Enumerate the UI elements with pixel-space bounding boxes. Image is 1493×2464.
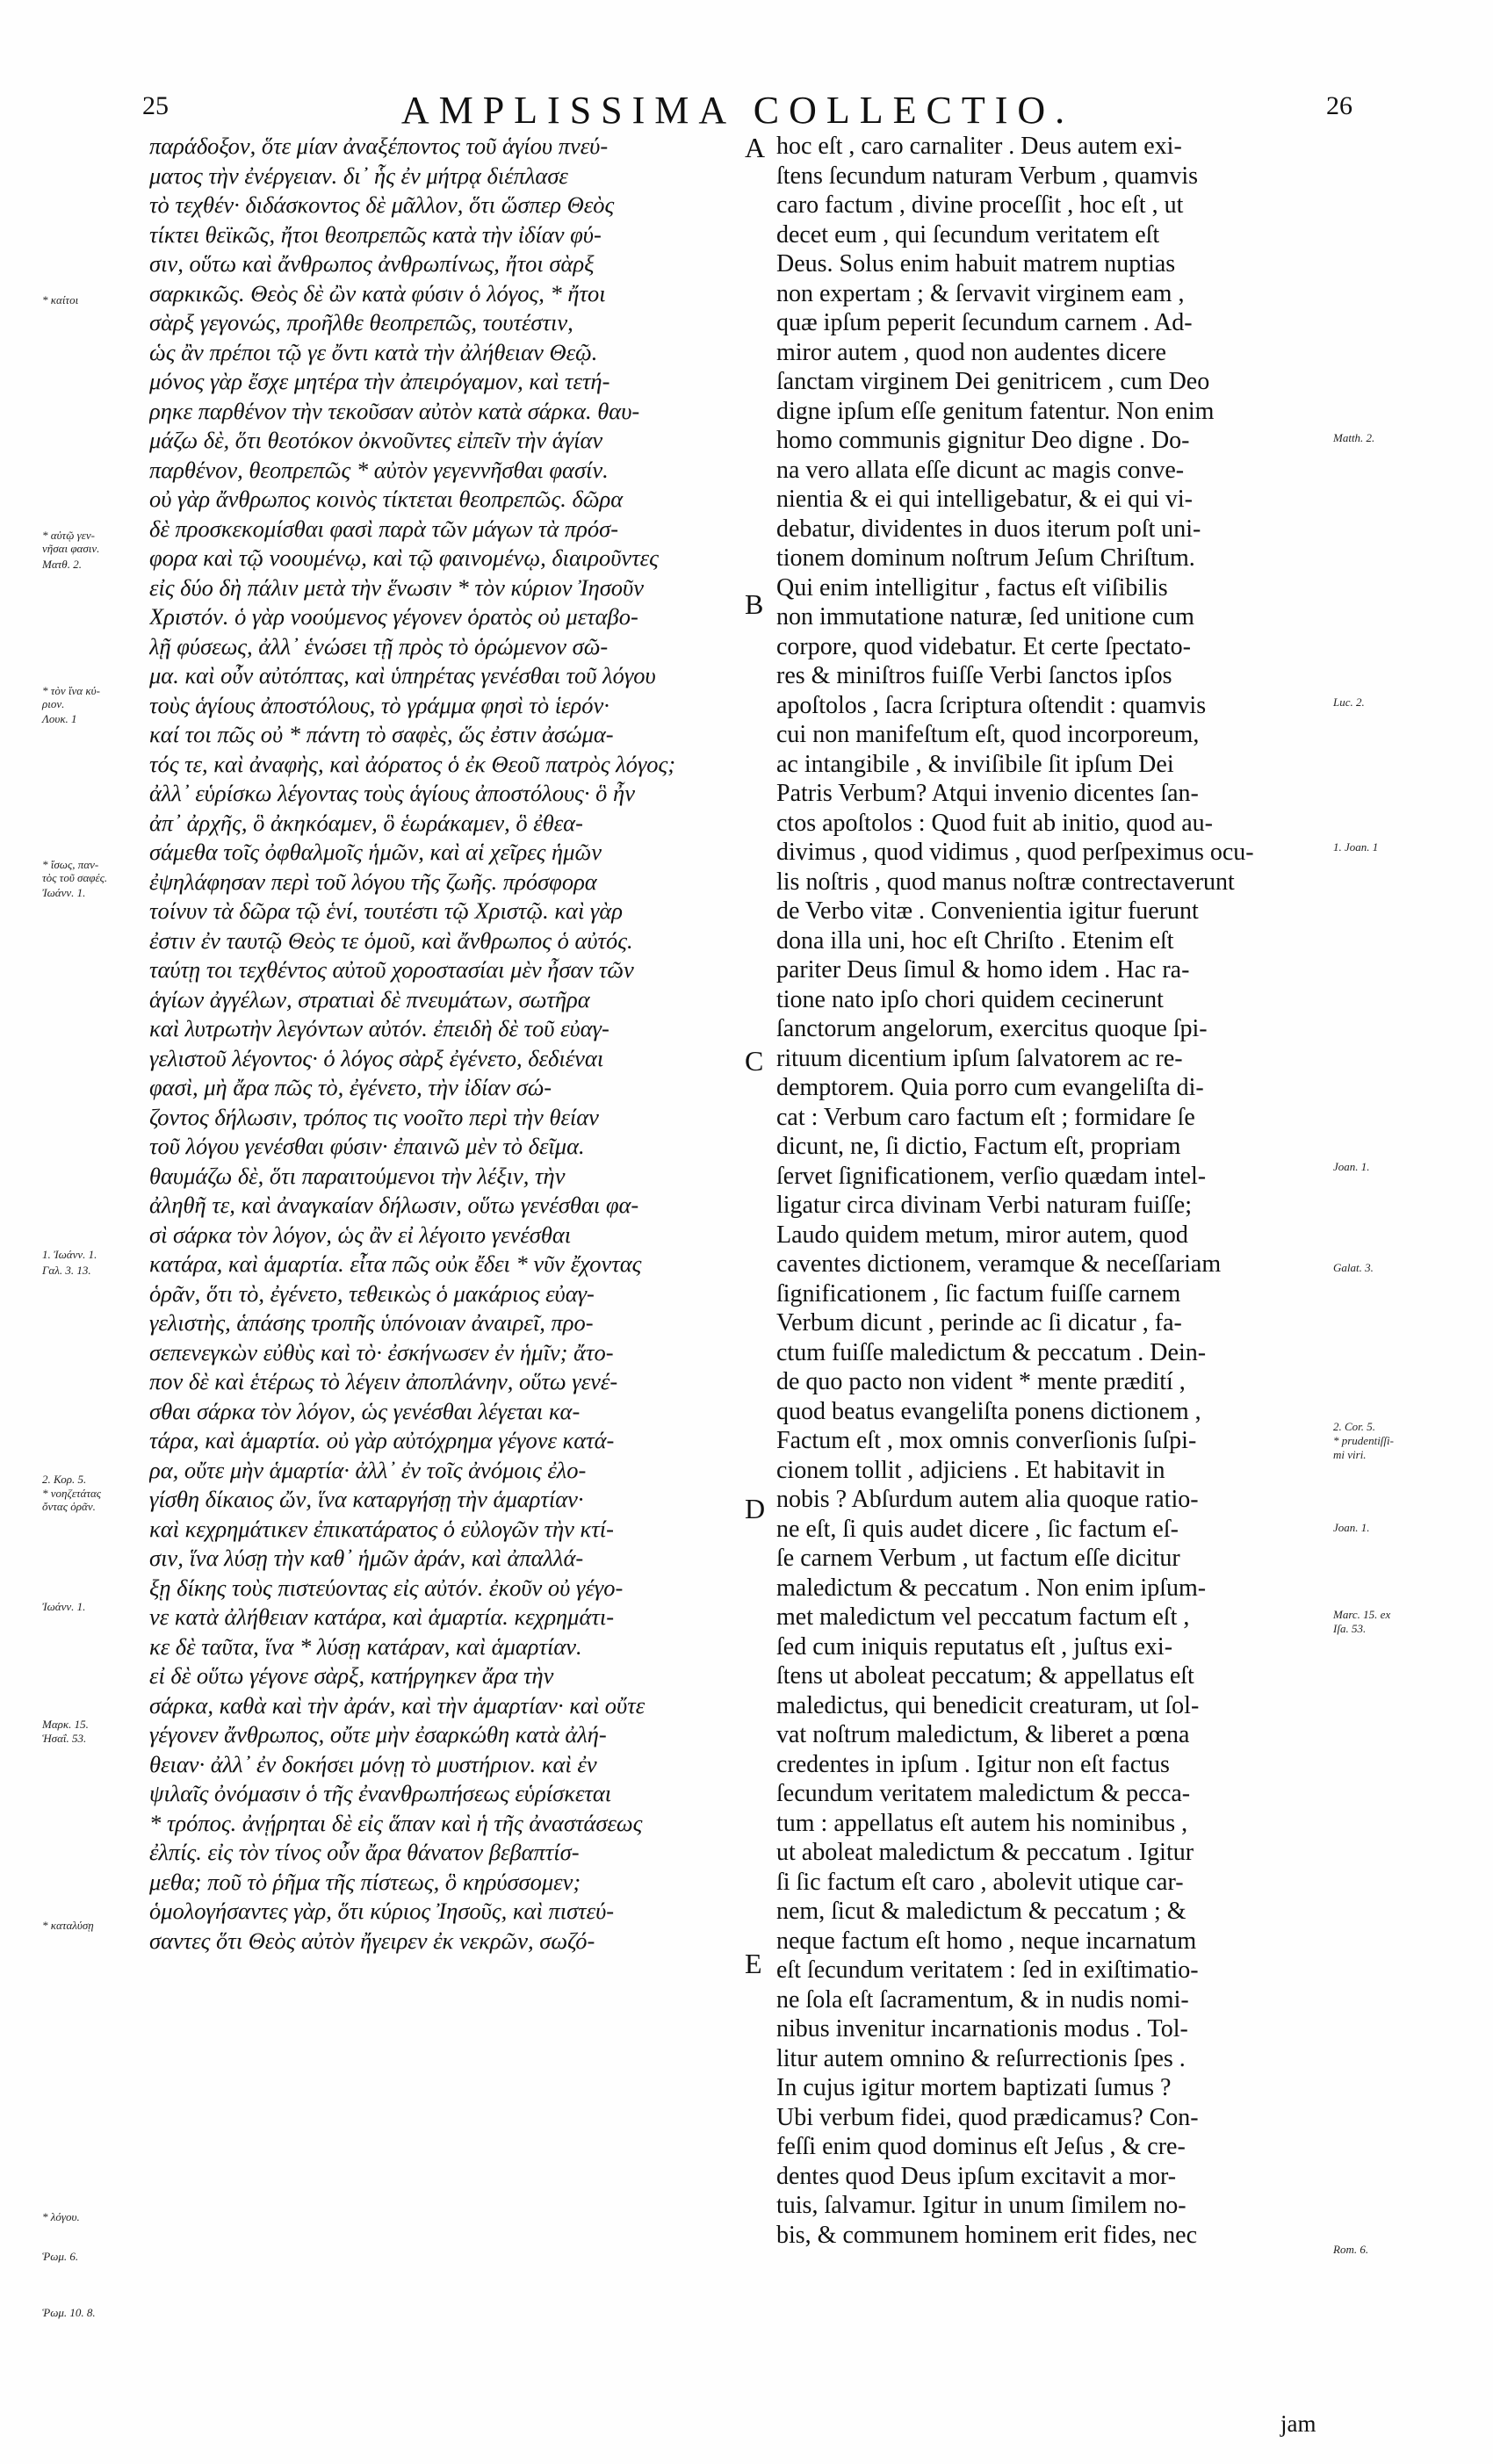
margin-note: Ἰωάνν. 1. — [42, 886, 86, 899]
margin-note: mi viri. — [1333, 1448, 1367, 1461]
latin-text-line: hoc eſt , caro carnaliter . Deus autem exi- — [776, 133, 1182, 160]
greek-text-line: ρα, οὔτε μὴν ἁμαρτία· ἀλλ᾽ ἐν τοῖς ἀνόμοις ἐλο- — [149, 1456, 587, 1483]
latin-text-line: cat : Verbum caro factum eſt ; formidare ſe — [776, 1103, 1195, 1131]
latin-text-line: ſanctorum angelorum, exercitus quoque ſpi- — [776, 1015, 1208, 1042]
greek-text-line: λῇ φύσεως, ἀλλ᾽ ἑνώσει τῇ πρὸς τὸ ὁρώμενον σῶ- — [149, 632, 609, 659]
latin-text-line: debatur, dividentes in duos iterum poſt uni- — [776, 515, 1201, 543]
greek-text-line: γελιστοῦ λέγοντος· ὁ λόγος σὰρξ ἐγένετο, δεδιέναι — [149, 1044, 604, 1071]
latin-text-line: caro factum , divine proceſſit , hoc eſt , ut — [776, 191, 1184, 219]
greek-text-line: γίσθη δίκαιος ὤν, ἵνα καταργήσῃ τὴν ἁμαρτίαν· — [149, 1486, 584, 1512]
latin-text-line: nibus invenitur incarnationis modus . Tol- — [776, 2015, 1188, 2043]
greek-text-line: τοὺς ἁγίους ἀποστόλους, τὸ γράμμα φησὶ τὸ ἱερόν· — [149, 691, 609, 718]
greek-text-line: καὶ λυτρωτὴν λεγόντων αὐτόν. ἐπειδὴ δὲ τοῦ εὐαγ- — [149, 1015, 609, 1041]
latin-text-line: corpore, quod videbatur. Et certe ſpectato- — [776, 632, 1191, 660]
greek-text-line: μεθα; ποῦ τὸ ῥῆμα τῆς πίστεως, ὃ κηρύσσομεν; — [149, 1868, 581, 1895]
latin-text-line: quæ ipſum peperit ſecundum carnem . Ad- — [776, 309, 1193, 336]
latin-text-line: nientia & ei qui intelligebatur, & ei qui vi- — [776, 486, 1193, 513]
latin-text-line: ac intangibile , & inviſibile ſit ipſum Dei — [776, 750, 1174, 778]
margin-note: ὄντας ὁρᾶν. — [42, 1500, 96, 1513]
latin-text-line: ſtens ſecundum naturam Verbum , quamvis — [776, 162, 1199, 190]
margin-note: Ματθ. 2. — [42, 558, 82, 571]
greek-text-line: σιν, οὕτω καὶ ἄνθρωπος ἀνθρωπίνως, ἤτοι σὰρξ — [149, 250, 595, 277]
latin-text-line: decet eum , qui ſecundum veritatem eſt — [776, 220, 1160, 249]
greek-text-line: τίκτει θεϊκῶς, ἤτοι θεοπρεπῶς κατὰ τὴν ἰδίαν φύ- — [149, 220, 602, 248]
greek-text-line: καί τοι πῶς οὐ * πάντη τὸ σαφὲς, ὥς ἐστιν ἀσώμα- — [149, 721, 614, 747]
latin-text-line: miror autem , quod non audentes dicere — [776, 338, 1166, 366]
margin-note: Μαρκ. 15. — [42, 1718, 89, 1731]
greek-text-line: τάρα, καὶ ἁμαρτία. οὐ γὰρ αὐτόχρημα γέγονε κατά- — [149, 1427, 615, 1453]
latin-text-line: cui non manifeſtum eſt, quod incorporeum, — [776, 721, 1200, 748]
page-number-left: 25 — [142, 91, 169, 120]
latin-column — [776, 132, 1335, 2250]
latin-text-line: ſanctam virginem Dei genitricem , cum Deo — [776, 368, 1210, 395]
latin-text-line: ſe carnem Verbum , ut factum eſſe dicitur — [776, 1545, 1180, 1572]
latin-text-line: litur autem omnino & reſurrectionis ſpes . — [776, 2044, 1186, 2072]
latin-text-line: ut aboleat maledictum & peccatum . Igitur — [776, 1839, 1194, 1866]
running-title: AMPLISSIMA COLLECTIO. — [400, 89, 1075, 132]
latin-text-line: de Verbo vitæ . Convenientia igitur fuerunt — [776, 897, 1199, 925]
greek-text-line: ἀληθῆ τε, καὶ ἀναγκαίαν δήλωσιν, οὕτω γενέσθαι φα- — [149, 1192, 639, 1218]
greek-text-line: ἁγίων ἀγγέλων, στρατιαὶ δὲ πνευμάτων, σωτῆρα — [149, 985, 590, 1012]
latin-text-line: pariter Deus ſimul & homo idem . Hac ra- — [776, 956, 1190, 983]
greek-text-line: ταύτῃ τοι τεχθέντος αὐτοῦ χοροστασίαι μὲν ἦσαν τῶν — [149, 956, 634, 983]
latin-text-line: ne ſola eſt ſacramentum, & in nudis nomi- — [776, 1985, 1189, 2014]
latin-text-line: de quo pacto non vident * mente prædití , — [776, 1368, 1186, 1395]
margin-note: * νοηζετάτας — [42, 1487, 102, 1500]
page-header — [0, 91, 1493, 135]
latin-text-line: Laudo quidem metum, miror autem, quod — [776, 1221, 1188, 1249]
margin-note: * καίτοι — [42, 293, 79, 306]
latin-text-line: maledictus, qui benedicit creaturam, ut ſol- — [776, 1691, 1200, 1719]
greek-text-line: ἐστιν ἐν ταυτῷ Θεὸς τε ὁμοῦ, καὶ ἄνθρωπος ὁ αὐτός. — [149, 926, 633, 954]
latin-text-line: ſignificationem , ſic factum fuiſſe carnem — [776, 1279, 1181, 1308]
margin-note: Λουκ. 1 — [42, 712, 77, 725]
greek-text-line: εἰς δύο δὴ πάλιν μετὰ τὴν ἕνωσιν * τὸν κύριον Ἰησοῦν — [149, 573, 644, 601]
latin-text-line: ſecundum veritatem maledictum & pecca- — [776, 1780, 1191, 1807]
latin-text-line: Qui enim intelligitur , factus eſt viſibilis — [776, 573, 1168, 602]
margin-note: 2. Cor. 5. — [1333, 1420, 1376, 1433]
greek-text-line: φορα καὶ τῷ νοουμένῳ, καὶ τῷ φαινομένῳ, διαιροῦντες — [149, 544, 659, 571]
latin-text-line: Verbum dicunt , perinde ac ſi dicatur , fa- — [776, 1309, 1182, 1336]
latin-text-line: ſervet ſignificationem, verſio quædam intel- — [776, 1162, 1207, 1190]
margin-note: * καταλύσῃ — [42, 1919, 94, 1932]
greek-text-line: θειαν· ἀλλ᾽ ἐν δοκήσει μόνῃ τὸ μυστήριον. καὶ ἐν — [149, 1750, 597, 1777]
greek-text-line: ψιλαῖς ὀνόμασιν ὁ τῆς ἐνανθρωπήσεως εὑρίσκεται — [149, 1780, 612, 1806]
greek-text-line: ἐλπίς. εἰς τὸν τίνος οὖν ἄρα θάνατον βεβαπτίσ- — [149, 1839, 580, 1865]
latin-text-line: Deus. Solus enim habuit matrem nuptias — [776, 250, 1176, 277]
margin-note: Ῥωμ. 6. — [42, 2250, 79, 2263]
greek-text-line: θαυμάζω δὲ, ὅτι παραιτούμενοι τὴν λέξιν, τὴν — [149, 1162, 566, 1189]
latin-text-line: tione nato ipſo chori quidem cecinerunt — [776, 985, 1164, 1013]
latin-text-line: Ubi verbum fidei, quod prædicamus? Con- — [776, 2103, 1199, 2131]
latin-text-line: apoſtolos , ſacra ſcriptura oſtendit : quamvis — [776, 691, 1207, 719]
latin-text-line: ctum fuiſſe maledictum & peccatum . Dein- — [776, 1338, 1207, 1366]
greek-text-line: σὰρξ γεγονώς, προῆλθε θεοπρεπῶς, τουτέστιν, — [149, 309, 573, 335]
greek-text-line: σθαι σάρκα τὸν λόγον, ὡς γενέσθαι λέγεται κα- — [149, 1397, 581, 1424]
greek-text-line: σαρκικῶς. Θεὸς δὲ ὢν κατὰ φύσιν ὁ λόγος, * ἤτοι — [149, 279, 606, 306]
greek-text-line: κατάρα, καὶ ἁμαρτία. εἶτα πῶς οὐκ ἔδει * νῦν ἔχοντας — [149, 1250, 642, 1277]
margin-note: Ἡσαΐ. 53. — [42, 1732, 87, 1745]
latin-text-line: lis noſtris , quod manus noſtræ contrectaverunt — [776, 868, 1235, 896]
greek-text-line: ζοντος δήλωσιν, τρόπος τις νοοῖτο περὶ τὴν θείαν — [149, 1103, 599, 1130]
latin-text-line: tionem dominum noſtrum Jeſum Chriſtum. — [776, 544, 1195, 572]
greek-text-line: σάρκα, καθὰ καὶ τὴν ἀράν, καὶ τὴν ἁμαρτίαν· καὶ οὔτε — [149, 1691, 646, 1718]
latin-text-line: neque factum eſt homo , neque incarnatum — [776, 1927, 1197, 1955]
greek-text-line: σιν, ἵνα λύσῃ τὴν καθ᾽ ἡμῶν ἀράν, καὶ ἀπαλλά- — [149, 1545, 584, 1571]
margin-note: 2. Κορ. 5. — [42, 1473, 87, 1486]
latin-text-line: dicunt, ne, ſi dictio, Factum eſt, propriam — [776, 1133, 1181, 1160]
latin-text-line: ſi ſic factum eſt caro , abolevit utique car- — [776, 1868, 1184, 1896]
latin-text-line: tum : appellatus eſt autem his nominibus , — [776, 1809, 1188, 1837]
latin-text-line: tuis, ſalvamur. Igitur in unum ſimilem no- — [776, 2192, 1186, 2219]
margin-note: Marc. 15. ex — [1333, 1608, 1391, 1621]
greek-text-line: παρθένον, θεοπρεπῶς * αὐτὸν γεγεννῆσθαι φασίν. — [149, 456, 609, 483]
section-mark: E — [745, 1948, 762, 1979]
latin-text-line: Factum eſt , mox omnis converſionis ſuſpi- — [776, 1427, 1197, 1454]
margin-note: * ἴσως, παν- — [42, 858, 99, 871]
latin-text-line: rituum dicentium ipſum ſalvatorem ac re- — [776, 1044, 1183, 1072]
section-mark: B — [745, 588, 764, 620]
latin-text-line: maledictum & peccatum . Non enim ipſum- — [776, 1574, 1207, 1602]
margin-note: ριον. — [42, 697, 65, 710]
margin-note: Iſa. 53. — [1333, 1622, 1367, 1635]
latin-text-line: divimus , quod vidimus , quod perſpeximus ocu- — [776, 839, 1254, 866]
margin-note: 1. Ἰωάνν. 1. — [42, 1248, 97, 1261]
greek-text-line: γελιστὴς, ἁπάσης τροπῆς ὑπόνοιαν ἀναιρεῖ, προ- — [149, 1309, 594, 1336]
latin-text-line: met maledictum vel peccatum factum eſt , — [776, 1603, 1190, 1631]
section-mark: D — [745, 1493, 766, 1524]
latin-text-line: ne eſt, ſi quis audet dicere , ſic factum eſ- — [776, 1515, 1179, 1543]
greek-text-line: παράδοξον, ὅτε μίαν ἀναξέποντος τοῦ ἁγίου πνεύ- — [149, 133, 609, 159]
latin-text-line: Patris Verbum? Atqui invenio dicentes ſan- — [776, 780, 1199, 807]
greek-text-line: τοίνυν τὰ δῶρα τῷ ἑνί, τουτέστι τῷ Χριστῷ. καὶ γὰρ — [149, 897, 624, 924]
greek-text-line: τοῦ λόγου γενέσθαι φύσιν· ἐπαινῶ μὲν τὸ δεῖμα. — [149, 1133, 585, 1159]
latin-text-line: feſſi enim quod dominus eſt Jeſus , & cre- — [776, 2133, 1186, 2160]
margin-note: Galat. 3. — [1333, 1261, 1374, 1274]
greek-text-line: γέγονεν ἄνθρωπος, οὔτε μὴν ἐσαρκώθη κατὰ ἀλή- — [149, 1721, 607, 1747]
catchword: jam — [1280, 2410, 1316, 2437]
greek-text-line: ματος τὴν ἐνέργειαν. δι᾽ ἧς ἐν μήτρᾳ διέπλασε — [149, 162, 568, 189]
greek-text-line: μάζω δὲ, ὅτι θεοτόκον ὀκνοῦντες εἰπεῖν τὴν ἁγίαν — [149, 427, 603, 453]
margin-note: Joan. 1. — [1333, 1160, 1370, 1173]
latin-text-line: dona illa uni, hoc eſt Chriſto . Etenim eſt — [776, 926, 1174, 955]
greek-text-line: ἀλλ᾽ εὑρίσκω λέγοντας τοὺς ἁγίους ἀποστόλους· ὃ ἦν — [149, 780, 635, 806]
greek-text-line: πον δὲ καὶ ἑτέρως τὸ λέγειν ἀποπλάνην, οὕτω γενέ- — [149, 1368, 618, 1394]
section-mark: C — [745, 1045, 764, 1077]
greek-text-line: σεπενεγκὼν εὐθὺς καὶ τὸ· ἐσκήνωσεν ἐν ἡμῖν; ἄτο- — [149, 1338, 614, 1365]
latin-text-line: ctos apoſtolos : Quod fuit ab initio, quod au- — [776, 809, 1213, 837]
greek-text-line: ἐψηλάφησαν περὶ τοῦ λόγου τῆς ζωῆς. πρόσφορα — [149, 868, 597, 895]
greek-text-line: καὶ κεχρημάτικεν ἐπικατάρατος ὁ εὐλογῶν τὴν κτί- — [149, 1515, 614, 1542]
margin-note: Matth. 2. — [1333, 431, 1375, 444]
margin-note: τὸς τοῦ σαφές. — [42, 871, 108, 884]
latin-text-line: homo communis gignitur Deo digne . Do- — [776, 427, 1190, 454]
margin-note: * τὸν ἵνα κύ- — [42, 684, 100, 697]
latin-text-line: digne ipſum eſſe genitum fatentur. Non enim — [776, 397, 1215, 425]
latin-text-line: In cujus igitur mortem baptizati ſumus ? — [776, 2074, 1172, 2101]
latin-text-line: ligatur circa divinam Verbi naturam fuiſſe; — [776, 1192, 1192, 1219]
greek-text-line: ὁρᾶν, ὅτι τὸ, ἐγένετο, τεθεικὼς ὁ μακάριος εὐαγ- — [149, 1279, 595, 1307]
greek-text-line: * τρόπος. ἀνῄρηται δὲ εἰς ἅπαν καὶ ἡ τῆς ἀναστάσεως — [149, 1809, 643, 1836]
margin-note: Joan. 1. — [1333, 1521, 1370, 1534]
page-number-right: 26 — [1326, 91, 1352, 120]
margin-note: * αὐτῷ γεν- — [42, 529, 95, 542]
margin-note: Ἰωάνν. 1. — [42, 1600, 86, 1613]
latin-text-line: non expertam ; & ſervavit virginem eam , — [776, 279, 1185, 307]
greek-column — [149, 132, 755, 1956]
latin-text-line: non immutatione naturæ, ſed unitione cum — [776, 603, 1194, 630]
greek-text-line: οὐ γὰρ ἄνθρωπος κοινὸς τίκτεται θεοπρεπῶς. δῶρα — [149, 486, 624, 512]
greek-text-line: φασὶ, μὴ ἄρα πῶς τὸ, ἐγένετο, τὴν ἰδίαν σώ- — [149, 1074, 552, 1100]
margin-note: Γαλ. 3. 13. — [42, 1264, 91, 1277]
latin-text-line: bis, & communem hominem erit fides, nec — [776, 2221, 1198, 2249]
greek-text-line: ὁμολογήσαντες γὰρ, ὅτι κύριος Ἰησοῦς, καὶ πιστεύ- — [149, 1898, 615, 1924]
latin-text-line: ſtens ut aboleat peccatum; & appellatus eſt — [776, 1662, 1194, 1689]
latin-text-line: na vero allata eſſe dicunt ac magis conve- — [776, 456, 1185, 484]
greek-text-line: Χριστόν. ὁ γὰρ νοούμενος γέγονεν ὁρατὸς οὐ μεταβο- — [149, 603, 638, 630]
greek-text-line: ὡς ἂν πρέποι τῷ γε ὄντι κατὰ τὴν ἀλήθειαν Θεῷ. — [149, 338, 598, 365]
margin-note: Rom. 6. — [1333, 2243, 1369, 2256]
greek-text-line: κε δὲ ταῦτα, ἵνα * λύσῃ κατάραν, καὶ ἁμαρτίαν. — [149, 1632, 582, 1660]
greek-text-line: εἰ δὲ οὕτω γέγονε σὰρξ, κατήργηκεν ἄρα τὴν — [149, 1662, 554, 1689]
margin-note: Luc. 2. — [1333, 695, 1365, 709]
latin-text-line: quod beatus evangeliſta ponens dictionem , — [776, 1397, 1201, 1425]
latin-text-line: vat noſtrum maledictum, & liberet a pœna — [776, 1721, 1190, 1748]
margin-note: 1. Joan. 1 — [1333, 840, 1379, 854]
greek-text-line: μόνος γὰρ ἔσχε μητέρα τὴν ἀπειρόγαμον, καὶ τετή- — [149, 368, 610, 394]
latin-text-line: res & miniſtros fuiſſe Verbi ſanctos ipſos — [776, 662, 1172, 689]
margin-note: νῆσαι φασιν. — [42, 542, 100, 555]
greek-text-line: ἀπ᾽ ἀρχῆς, ὃ ἀκηκόαμεν, ὃ ἑωράκαμεν, ὃ ἐθεα- — [149, 809, 583, 836]
greek-text-line: σάμεθα τοῖς ὀφθαλμοῖς ἡμῶν, καὶ αἱ χεῖρες ἡμῶν — [149, 839, 602, 865]
greek-text-line: νε κατὰ ἀλήθειαν κατάρα, καὶ ἁμαρτία. κεχρημάτι- — [149, 1603, 615, 1630]
latin-text-line: nobis ? Abſurdum autem alia quoque ratio- — [776, 1486, 1199, 1513]
margin-note: * λόγου. — [42, 2210, 80, 2223]
greek-text-line: μα. καὶ οὖν αὐτόπτας, καὶ ὑπηρέτας γενέσθαι τοῦ λόγου — [149, 662, 656, 688]
greek-text-line: δὲ προσκεκομίσθαι φασὶ παρὰ τῶν μάγων τὰ πρόσ- — [149, 515, 619, 542]
greek-text-line: σαντες ὅτι Θεὸς αὐτὸν ἤγειρεν ἐκ νεκρῶν, σωζό- — [149, 1927, 595, 1954]
greek-text-line: σὶ σάρκα τὸν λόγον, ὡς ἂν εἰ λέγοιτο γενέσθαι — [149, 1221, 572, 1248]
margin-note: Ῥωμ. 10. 8. — [42, 2306, 96, 2319]
greek-text-line: τὸ τεχθέν· διδάσκοντος δὲ μᾶλλον, ὅτι ὥσπερ Θεὸς — [149, 191, 615, 218]
latin-text-line: cionem tollit , adjiciens . Et habitavit in — [776, 1456, 1165, 1484]
margin-note: * prudentiſſi- — [1333, 1434, 1394, 1447]
latin-text-line: caventes dictionem, veramque & neceſſariam — [776, 1250, 1222, 1278]
latin-text-line: dentes quod Deus ipſum excitavit a mor- — [776, 2162, 1177, 2190]
latin-text-line: credentes in ipſum . Igitur non eſt factus — [776, 1750, 1170, 1778]
latin-text-line: ſed cum iniquis reputatus eſt , juſtus exi- — [776, 1632, 1173, 1661]
section-mark: A — [745, 132, 766, 163]
latin-text-line: eſt ſecundum veritatem : ſed in exiſtimatio- — [776, 1956, 1199, 1984]
latin-text-line: nem, ſicut & maledictum & peccatum ; & — [776, 1898, 1186, 1925]
greek-text-line: τός τε, καὶ ἀναφὴς, καὶ ἀόρατος ὁ ἐκ Θεοῦ πατρὸς λόγος; — [149, 750, 676, 777]
greek-text-line: ρηκε παρθένον τὴν τεκοῦσαν αὐτὸν κατὰ σάρκα. θαυ- — [149, 397, 640, 424]
greek-text-line: ξῃ δίκης τοὺς πιστεύοντας εἰς αὐτόν. ἐκοῦν οὐ γέγο- — [149, 1574, 624, 1601]
latin-text-line: demptorem. Quia porro cum evangeliſta di- — [776, 1074, 1204, 1101]
